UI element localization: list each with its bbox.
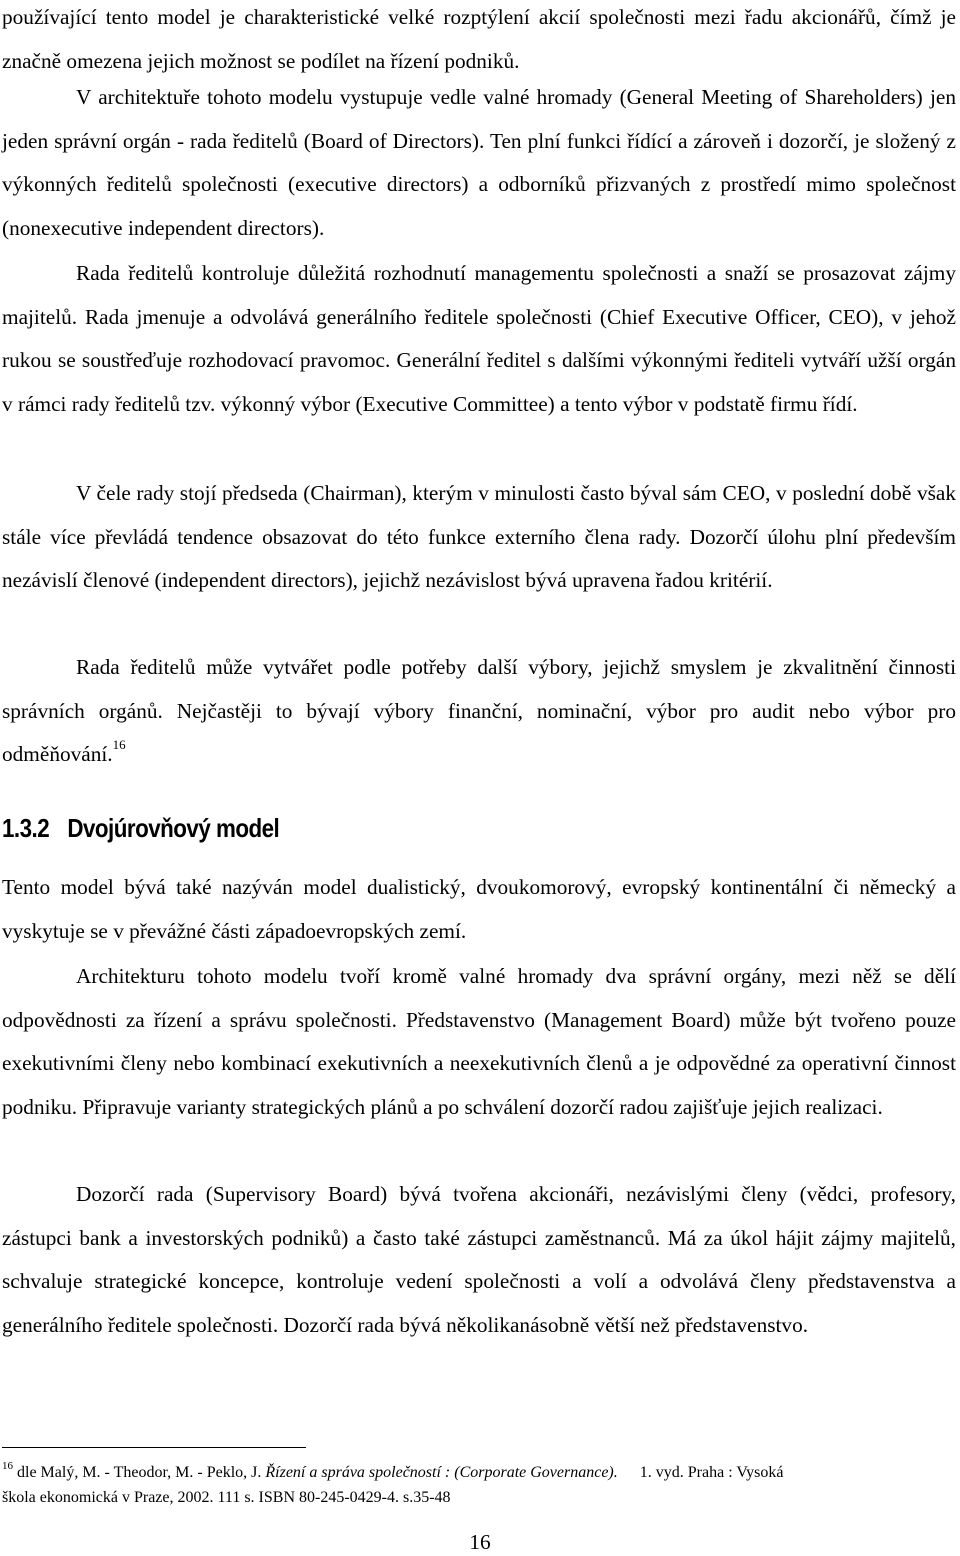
footnote-separator bbox=[2, 1447, 306, 1448]
paragraph-supervisory-board: Dozorčí rada (Supervisory Board) bývá tvořena akcionáři, nezávislými členy (vědci, profesory, zástupci bank a investorských podniků) a často také zástupci zaměstnanců. Má za úkol hájit zájmy majitelů, schvaluje strategické koncepce, kontroluje vedení společnosti a volí a odvolává členy představenstva a generálního ředitele společnosti. Dozorčí rada bývá několikanásobně větší než představenstvo. bbox=[2, 1182, 956, 1338]
page-number: 16 bbox=[469, 1530, 491, 1554]
paragraph-continuation: používající tento model je charakteristické velké rozptýlení akcií společnosti mezi řadu akcionářů, čímž je značně omezena jejich možnost se podílet na řízení podniků. bbox=[2, 5, 956, 73]
paragraph-management-board: Architekturu tohoto modelu tvoří kromě valné hromady dva správní orgány, mezi něž se dělí odpovědnosti za řízení a správu společnosti. Představenstvo (Management Board) může být tvořeno pouze exekutivními členy nebo kombinací exekutivních a neexekutivních členů a je odpovědné za operativní činnost podniku. Připravuje varianty strategických plánů a po schválení dozorčí radou zajišťuje jejich realizaci. bbox=[2, 964, 956, 1120]
paragraph-dual-model-intro: Tento model bývá také nazýván model dualistický, dvoukomorový, evropský kontinentální či německý a vyskytuje se v převážné části západoevropských zemí. bbox=[2, 875, 956, 943]
paragraph-architecture: V architektuře tohoto modelu vystupuje vedle valné hromady (General Meeting of Shareholders) jen jeden správní orgán - rada ředitelů (Board of Directors). Ten plní funkci řídící a zároveň i dozorčí, je složený z výkonných ředitelů společnosti (executive directors) a odborníků přizvaných z prostředí mimo společnost (nonexecutive independent directors). bbox=[2, 85, 956, 241]
footnote-authors: dle Malý, M. - Theodor, M. - Peklo, J. bbox=[17, 1464, 262, 1481]
footnote-title: Řízení a správa společností : (Corporate Governance). bbox=[265, 1464, 618, 1481]
section-number: 1.3.2 bbox=[2, 813, 50, 843]
paragraph-board-control: Rada ředitelů kontroluje důležitá rozhodnutí managementu společnosti a snaží se prosazovat zájmy majitelů. Rada jmenuje a odvolává generálního ředitele společnosti (Chief Executive Officer, CEO), v jehož rukou se soustřeďuje rozhodovací pravomoc. Generální ředitel s dalšími výkonnými řediteli vytváří užší orgán v rámci rady ředitelů tzv. výkonný výbor (Executive Committee) a tento výbor v podstatě firmu řídí. bbox=[2, 261, 956, 417]
paragraph-chairman: V čele rady stojí předseda (Chairman), kterým v minulosti často býval sám CEO, v poslední době však stále více převládá tendence obsazovat do této funkce externího člena rady. Dozorčí úlohu plní především nezávislí členové (independent directors), jejichž nezávislost bývá upravena řadou kritérií. bbox=[2, 481, 956, 593]
paragraph-committees bbox=[2, 646, 956, 777]
footnote-reference[interactable]: 16 bbox=[112, 737, 126, 753]
footnote-publication-cont: škola ekonomická v Praze, 2002. 111 s. ISBN 80-245-0429-4. s.35-48 bbox=[2, 1489, 451, 1506]
footnote-publication: 1. vyd. Praha : Vysoká bbox=[639, 1464, 784, 1481]
section-heading bbox=[2, 808, 279, 848]
paragraph-committees-text: Rada ředitelů může vytvářet podle potřeby další výbory, jejichž smyslem je zkvalitnění činnosti správních orgánů. Nejčastěji to bývají výbory finanční, nominační, výbor pro audit nebo výbor pro odměňování. bbox=[2, 655, 956, 767]
footnote bbox=[2, 1460, 942, 1510]
section-title: Dvojúrovňový model bbox=[67, 813, 280, 843]
footnote-number: 16 bbox=[2, 1460, 13, 1472]
